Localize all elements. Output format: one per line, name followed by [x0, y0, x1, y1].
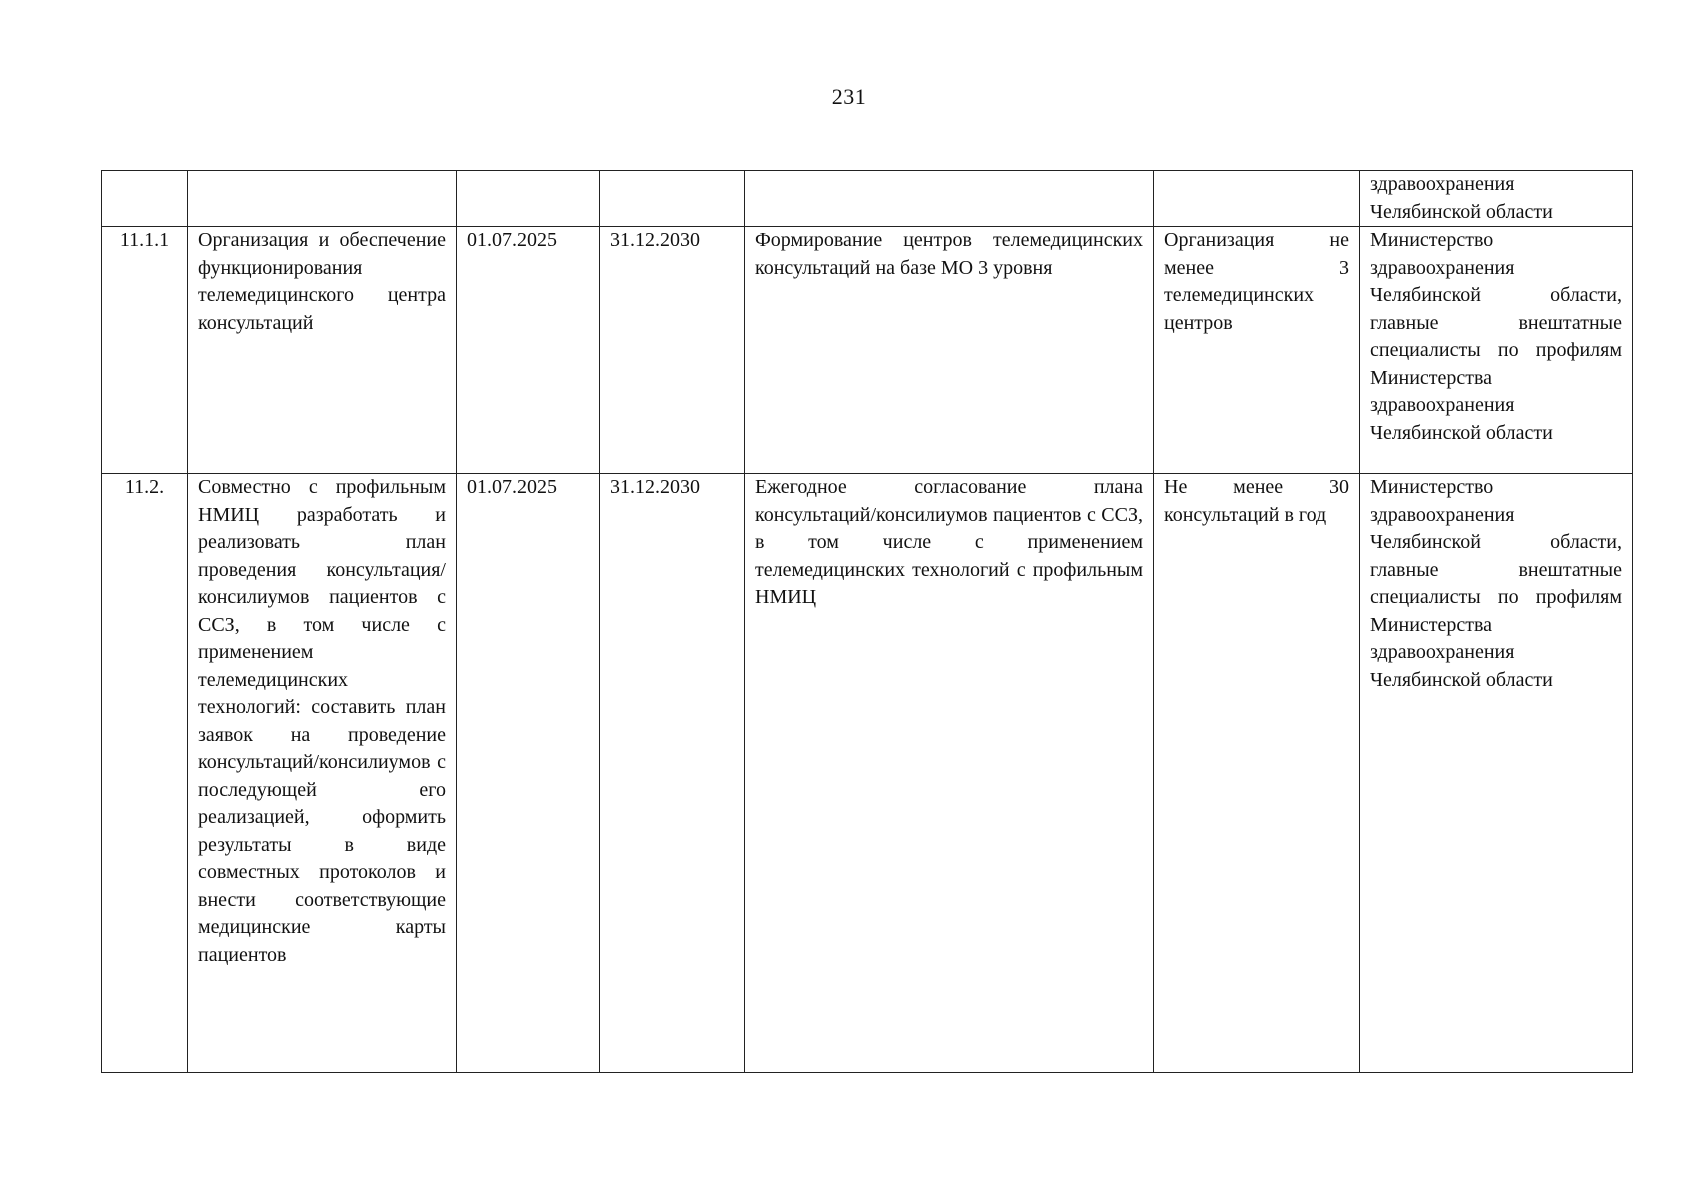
cell-name — [188, 171, 457, 227]
cell-result — [1154, 171, 1360, 227]
responsible-line: здравоохранения — [1370, 173, 1515, 195]
table-row-continuation — [102, 171, 1633, 227]
page-number: 231 — [831, 84, 867, 109]
cell-result: Организация не менее 3 телемедицинских центров — [1154, 227, 1360, 474]
cell-responsible: Министерство здравоохранения Челябинской области, главные внештатные специалисты по профилям Министерства здравоохранения Челябинской области — [1360, 227, 1633, 474]
cell-description: Ежегодное согласование плана консультаций/консилиумов пациентов с ССЗ, в том числе с применением телемедицинских технологий с профильным НМИЦ — [745, 474, 1154, 1073]
cell-name: Совместно с профильным НМИЦ разработать и реализовать план проведения консультация/консилиумов пациентов с ССЗ, в том числе с применением телемедицинских технологий: составить план заявок на проведение консультаций/консилиумов с последующей его реализацией, оформить результаты в виде совместных протоколов и внести соответствующие медицинские карты пациентов — [188, 474, 457, 1073]
responsible-line: Челябинской области — [1370, 200, 1553, 223]
cell-name: Организация и обеспечение функционирования телемедицинского центра консультаций — [188, 227, 457, 474]
table-row — [102, 227, 1633, 474]
cell-num: 11.2. — [102, 474, 188, 1073]
cell-num — [102, 171, 188, 227]
cell-responsible — [1360, 171, 1633, 227]
table-row — [102, 474, 1633, 1073]
cell-description — [745, 171, 1154, 227]
cell-end-date: 31.12.2030 — [600, 474, 745, 1073]
cell-description: Формирование центров телемедицинских консультаций на базе МО 3 уровня — [745, 227, 1154, 474]
cell-end-date — [600, 171, 745, 227]
cell-end-date: 31.12.2030 — [600, 227, 745, 474]
cell-result: Не менее 30 консультаций в год — [1154, 474, 1360, 1073]
cell-num: 11.1.1 — [102, 227, 188, 474]
cell-start-date: 01.07.2025 — [457, 227, 600, 474]
cell-start-date — [457, 171, 600, 227]
cell-start-date: 01.07.2025 — [457, 474, 600, 1073]
action-plan-table — [101, 170, 1633, 1073]
cell-responsible: Министерство здравоохранения Челябинской области, главные внештатные специалисты по профилям Министерства здравоохранения Челябинской области — [1360, 474, 1633, 1073]
